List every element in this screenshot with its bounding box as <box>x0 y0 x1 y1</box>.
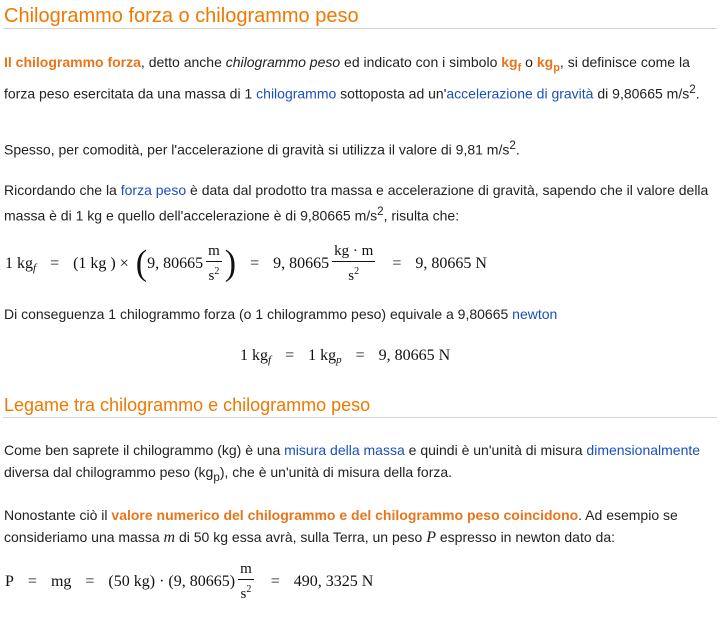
equation-kgf-derivation <box>5 240 487 288</box>
italic-term: chilogrammo peso <box>225 54 341 70</box>
paragraph-valore-numerico <box>4 504 716 549</box>
text: Come ben saprete il chilogrammo (kg) è una <box>4 442 285 458</box>
title-divider <box>3 28 717 29</box>
text: espresso in newton dato da: <box>435 529 615 545</box>
paragraph-comodita <box>4 135 716 161</box>
symbol-base: kg <box>501 54 518 70</box>
eq-term: 9, 80665 <box>147 255 204 272</box>
fraction-denominator <box>346 262 361 285</box>
text: . Ad esempio se consideriamo una massa <box>4 507 678 545</box>
eq-term: (1 kg ) × <box>73 255 129 272</box>
link-forza-peso[interactable]: forza peso <box>120 182 187 198</box>
section-title-legame: Legame tra chilogrammo e chilogrammo peso <box>4 395 371 415</box>
text: ), che è un'unità di misura della forza. <box>219 464 453 480</box>
equation-kgf-kgp <box>240 343 450 369</box>
eq-fraction-m-s2 <box>238 561 254 603</box>
symbol-kgp <box>536 54 560 74</box>
eq-term: 9, 80665 N <box>415 255 487 272</box>
symbol-sub: f <box>517 61 522 74</box>
symbol-sub: p <box>553 61 560 74</box>
eq-operator: = <box>392 255 402 272</box>
eq-term: 1 kg <box>5 255 33 272</box>
link-misura-della-massa[interactable]: misura della massa <box>284 442 405 458</box>
eq-term: (50 kg) · (9, 80665) <box>108 573 236 590</box>
text: di 9,80665 m/s <box>593 85 690 102</box>
paragraph-conseguenza <box>4 303 716 325</box>
highlight-valore-numerico: valore numerico del chilogrammo e del chilogrammo peso coincidono <box>111 507 579 523</box>
superscript: 2 <box>689 82 696 96</box>
den-sup: 2 <box>354 266 360 277</box>
eq-term: 1 kg <box>240 347 268 364</box>
superscript: 2 <box>509 139 516 152</box>
den-sup: 2 <box>246 584 252 595</box>
eq-operator: = <box>250 255 260 272</box>
equation-peso-50kg <box>5 558 373 606</box>
eq-term: 9, 80665 <box>273 255 330 272</box>
eq-subscript: f <box>268 354 272 366</box>
fraction-denominator <box>238 580 253 603</box>
subscript: p <box>213 470 220 484</box>
var-m: m <box>163 529 176 546</box>
eq-term: P <box>5 573 14 590</box>
text: Spesso, per comodità, per l'accelerazione di gravità si utilizza il valore di 9,81 m/s <box>4 141 510 158</box>
eq-subscript: f <box>33 262 37 274</box>
eq-operator: = <box>85 573 95 590</box>
eq-paren: ( <box>135 244 148 283</box>
text: di 50 kg essa avrà, sulla Terra, un peso <box>175 529 427 545</box>
link-accelerazione-gravita[interactable]: accelerazione di gravità <box>446 85 594 102</box>
fraction-numerator: kg · m <box>332 243 375 262</box>
text: e quindi è un'unità di misura <box>404 442 587 458</box>
text: è data dal prodotto tra massa e accelerazione di gravità, sapendo che il valore della massa è di 1 kg e quello dell'accelerazione è di 9,80665 m/s <box>4 182 709 224</box>
eq-term: 9, 80665 N <box>378 347 451 364</box>
paragraph-forza-peso <box>4 179 716 227</box>
text: Ricordando che la <box>4 182 121 198</box>
text: ed indicato con i simbolo <box>340 54 502 70</box>
symbol-kgf <box>501 54 522 74</box>
eq-operator: = <box>355 347 365 364</box>
fraction-denominator <box>207 262 222 285</box>
text: diversa dal chilogrammo peso (kg <box>4 464 214 480</box>
text: , detto anche <box>140 54 226 70</box>
eq-term: mg <box>50 573 72 590</box>
paragraph-definition <box>4 51 716 104</box>
paragraph-misura-massa <box>4 439 716 489</box>
link-newton[interactable]: newton <box>512 306 558 322</box>
eq-subscript: p <box>336 354 342 366</box>
text: sottoposta ad un' <box>336 85 447 102</box>
text: Di conseguenza 1 chilogrammo forza (o 1 chilogrammo peso) equivale a 9,80665 <box>4 306 513 322</box>
den-base: s <box>240 586 247 602</box>
text: Nonostante ciò il <box>4 507 112 523</box>
eq-fraction-m-s2 <box>206 243 222 285</box>
section-divider <box>3 417 717 418</box>
superscript: 2 <box>377 205 384 218</box>
eq-operator: = <box>285 347 295 364</box>
text: , si definisce come la forza peso esercitata da una massa di 1 <box>4 54 690 102</box>
eq-operator: = <box>27 573 37 590</box>
text: , risulta che: <box>383 207 460 224</box>
eq-paren: ) <box>224 244 237 283</box>
symbol-base: kg <box>536 54 554 70</box>
den-base: s <box>208 268 215 284</box>
link-dimensionalmente[interactable]: dimensionalmente <box>586 442 701 458</box>
var-p: P <box>426 529 436 546</box>
text: o <box>521 54 537 70</box>
link-chilogrammo[interactable]: chilogrammo <box>256 85 337 102</box>
term-chilogrammo-forza: Il chilogrammo forza <box>4 54 141 70</box>
text: . <box>695 85 700 102</box>
eq-term: 1 kg <box>308 347 337 364</box>
eq-operator: = <box>270 573 280 590</box>
fraction-numerator: m <box>206 243 222 262</box>
text: . <box>515 141 520 158</box>
section-title-kgf: Chilogrammo forza o chilogrammo peso <box>4 5 359 27</box>
eq-term: 490, 3325 N <box>293 573 374 590</box>
den-base: s <box>348 268 355 284</box>
eq-operator: = <box>50 255 60 272</box>
den-sup: 2 <box>214 266 220 277</box>
fraction-numerator: m <box>238 561 254 580</box>
eq-fraction-kgm-s2 <box>332 243 375 285</box>
